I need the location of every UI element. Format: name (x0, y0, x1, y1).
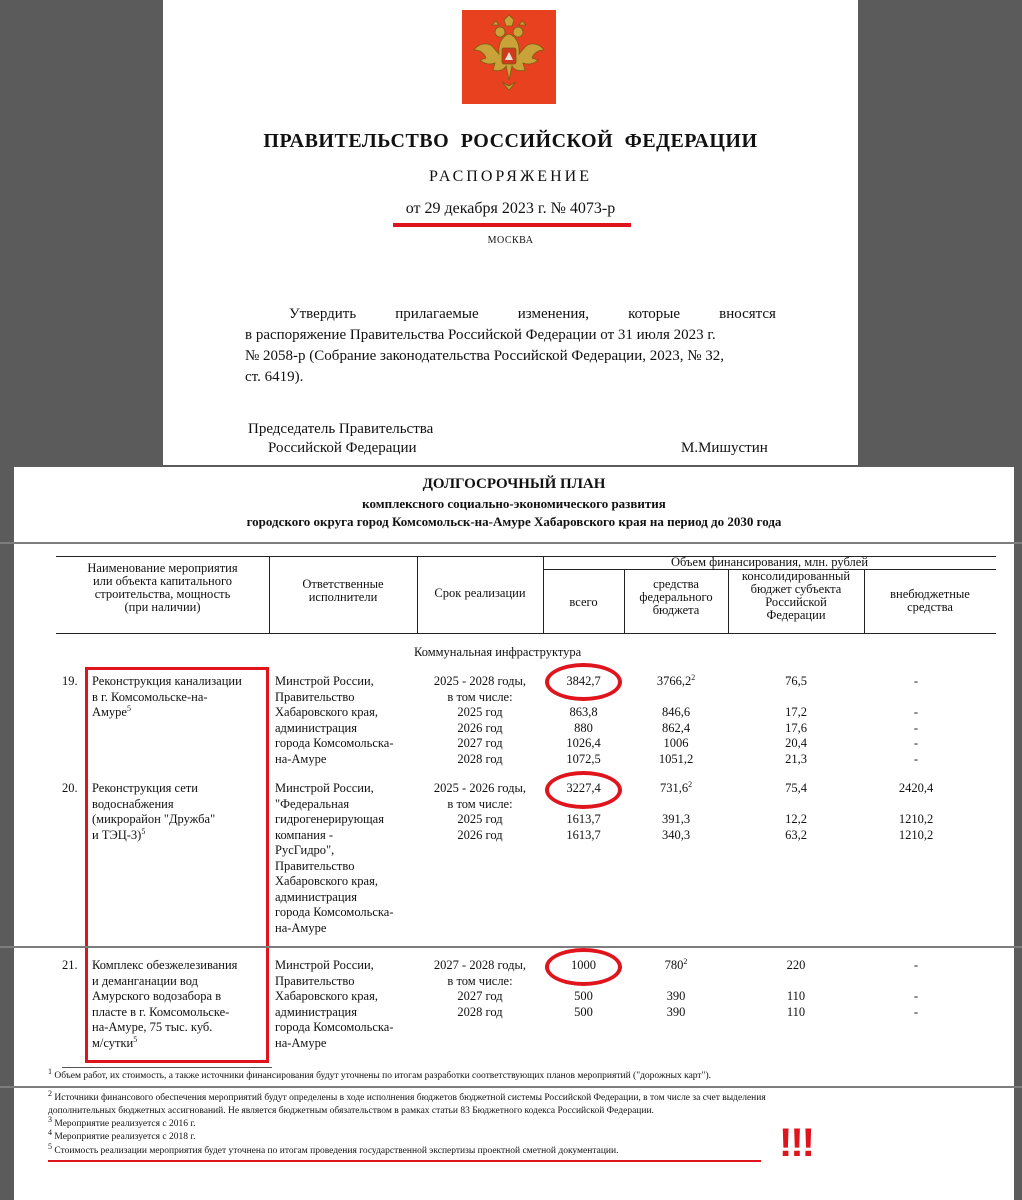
row-period: 2025 - 2028 годы, в том числе: 2025 год 2026 год 2027 год 2028 год (433, 674, 527, 766)
plan-subtitle: комплексного социально-экономического развития (362, 496, 666, 511)
footnote: $^2$ Источники финансового обеспечения мероприятий будут определены в ходе исполнения бюджетов бюджетной системы Российской Федерации, в том числе за счет выделения (48, 1088, 766, 1103)
row-offbudget: 2420,4 1210,2 1210,2 (898, 781, 934, 842)
row-total: 3227,4 1613,7 1613,7 (566, 781, 601, 842)
footnote-rule (62, 1067, 272, 1068)
crop-gap (0, 946, 1022, 948)
body-line: в распоряжение Правительства Российской Федерации от 31 июля 2023 г. (245, 327, 716, 343)
header-federal: средства федерального бюджета (639, 577, 713, 617)
footnote: дополнительных бюджетных ассигнований. Не является бюджетным обязательством в рамках статьи 83 Бюджетного кодекса Российской Федерации. (48, 1106, 654, 1116)
footnote: $^3$ Мероприятие реализуется с 2016 г. (48, 1114, 196, 1129)
name-column-highlight-box (85, 667, 269, 1063)
exclamation-annotation: !!! (779, 1121, 813, 1165)
document-date-number: от 29 декабря 2023 г. № 4073-р (405, 200, 616, 217)
signatory-name: М.Мишустин (681, 440, 768, 456)
footnote: $^1$ Объем работ, их стоимость, а также источники финансирования будут уточнены по итогам разработки соответствующих планов мероприятий ("дорожных карт"). (48, 1066, 711, 1081)
row-total: 3842,7 863,8 880 1026,4 1072,5 (566, 674, 601, 766)
plan-subtitle-2: городского округа город Комсомольск-на-Амуре Хабаровского края на период до 2030 года (246, 514, 782, 529)
signatory-position: Председатель Правительства (248, 421, 434, 437)
header-offbudget: внебюджетные средства (890, 587, 970, 614)
header-executors: Ответственные исполнители (302, 577, 384, 604)
section-title: Коммунальная инфраструктура (414, 645, 582, 659)
table-border (56, 633, 996, 634)
plan-page (14, 467, 1014, 1200)
row-number: 21. (62, 958, 78, 972)
row-regional: 75,4 12,2 63,2 (785, 781, 807, 842)
row-regional: 220 110 110 (786, 958, 806, 1019)
row-offbudget: - - - (913, 958, 919, 1019)
document-type: РАСПОРЯЖЕНИЕ (429, 168, 592, 185)
row-executors: Минстрой России, "Федеральная гидрогенерирующая компания - РусГидро", Правительство Хабаровского края, администрация города Комсомольска- на-Амуре (275, 781, 394, 935)
row-federal: 731,6$^2$ 391,3 340,3 (659, 779, 693, 842)
crop-gap (0, 1086, 1022, 1088)
row-regional: 76,5 17,2 17,6 20,4 21,3 (785, 674, 807, 766)
footnote: $^4$ Мероприятие реализуется с 2018 г. (48, 1127, 196, 1142)
row-number: 20. (62, 781, 78, 795)
header-financing: Объем финансирования, млн. рублей (670, 555, 869, 569)
header-period: Срок реализации (434, 586, 526, 600)
decree-body (245, 304, 776, 388)
body-line: ст. 6419). (245, 369, 304, 385)
row-period: 2025 - 2026 годы, в том числе: 2025 год 2026 год (433, 781, 527, 842)
row-period: 2027 - 2028 годы, в том числе: 2027 год 2028 год (433, 958, 527, 1019)
row-federal: $780^2$ 390 390 (664, 956, 688, 1019)
row-number: 19. (62, 674, 78, 688)
footnote: $^5$ Стоимость реализации мероприятия будет уточнена по итогам проведения государственной экспертизы проектной сметной документации. (48, 1141, 619, 1156)
crop-gap (0, 542, 1022, 544)
coat-of-arms-icon (462, 10, 556, 104)
government-title: ПРАВИТЕЛЬСТВО РОССИЙСКОЙ ФЕДЕРАЦИИ (263, 130, 758, 152)
body-line: Утвердить прилагаемые изменения, которые вносятся (289, 306, 776, 322)
body-line: № 2058-р (Собрание законодательства Российской Федерации, 2023, № 32, (245, 348, 725, 364)
row-executors: Минстрой России, Правительство Хабаровского края, администрация города Комсомольска- на-Амуре (275, 674, 394, 766)
header-name: Наименование мероприятия или объекта капитального строительства, мощность (при наличии) (87, 561, 238, 614)
row-name: Реконструкция сети водоснабжения (микрорайон "Дружба" и ТЭЦ-3)$^5$ (92, 781, 216, 842)
row-name: Комплекс обезжелезивания и деманганации вод Амурского водозабора в пласте в г. Комсомольске- на-Амуре, 75 тыс. куб. м/сутки$^5$ (92, 958, 238, 1050)
header-total: всего (569, 595, 598, 609)
date-highlight-underline (393, 223, 631, 227)
row-total: 1000 500 500 (571, 958, 596, 1019)
row-executors: Минстрой России, Правительство Хабаровского края, администрация города Комсомольска- на-Амуре (275, 958, 394, 1050)
decree-page (163, 0, 858, 465)
row-offbudget: - - - - - (913, 674, 919, 766)
plan-title: ДОЛГОСРОЧНЫЙ ПЛАН (422, 476, 606, 492)
header-regional: консолидированный бюджет субъекта Российской Федерации (741, 569, 851, 622)
document-city: МОСКВА (487, 235, 534, 246)
signatory-position: Российской Федерации (268, 440, 417, 456)
total-highlight-oval (545, 663, 622, 701)
row-federal: 3766,2$^2$ 846,6 862,4 1006 1051,2 (656, 672, 696, 766)
total-highlight-oval (545, 771, 622, 809)
row-name: Реконструкция канализации в г. Комсомольске-на- Амуре$^5$ (92, 674, 242, 719)
total-highlight-oval (545, 948, 622, 986)
footnote-highlight-underline (48, 1160, 761, 1162)
